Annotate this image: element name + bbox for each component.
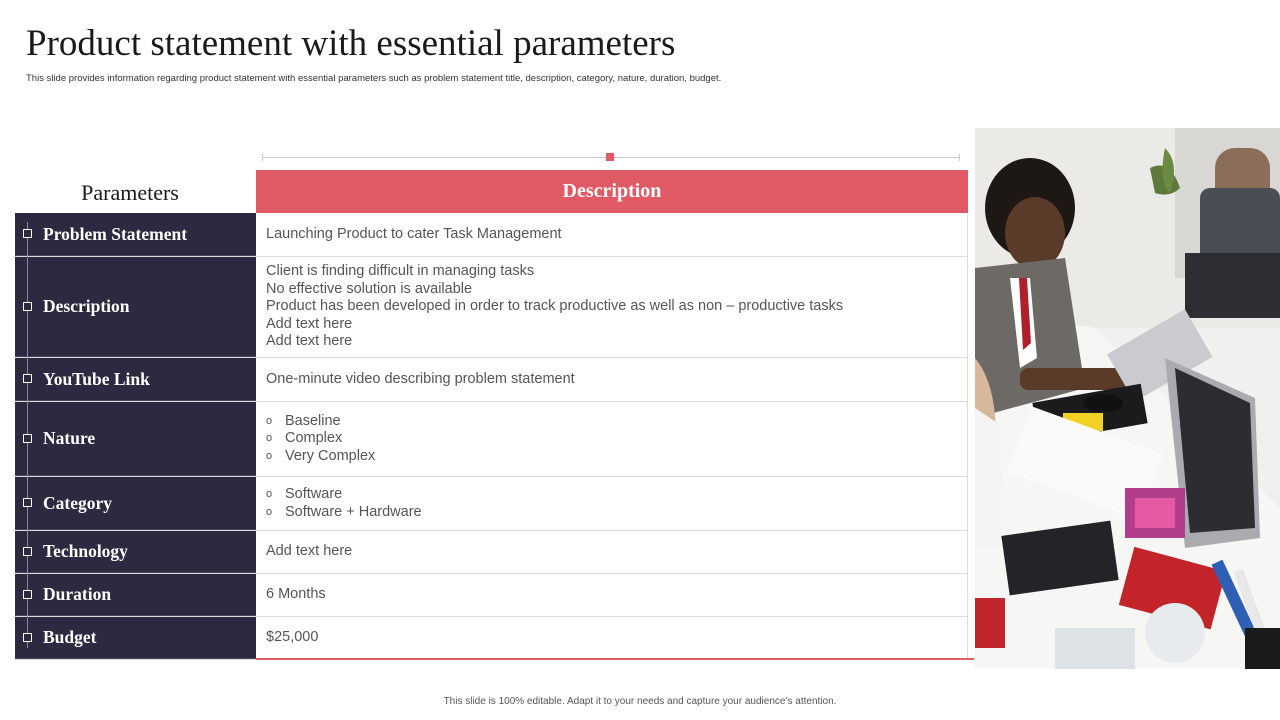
table-row-duration xyxy=(15,574,968,617)
description-line: Add text here xyxy=(266,315,353,332)
photo-illustration xyxy=(975,128,1280,669)
team-meeting-photo xyxy=(975,128,1280,669)
bullet-item xyxy=(266,504,967,522)
circle-bullet-icon: o xyxy=(266,449,273,462)
row-label-text: Category xyxy=(43,492,113,513)
parameters-table xyxy=(15,213,968,660)
row-label-text: Nature xyxy=(43,428,96,448)
row-label-text: Duration xyxy=(43,584,112,604)
bullet-text: Very Complex xyxy=(285,447,376,464)
row-description xyxy=(256,213,968,256)
row-description xyxy=(256,402,968,476)
row-description xyxy=(256,257,968,357)
table-row-nature xyxy=(15,402,968,477)
row-label-text: Technology xyxy=(43,541,128,561)
row-label-text: Budget xyxy=(43,627,97,647)
checkbox-square-icon xyxy=(23,547,32,556)
row-label-text: Problem Statement xyxy=(43,223,188,244)
parameters-column-header: Parameters xyxy=(81,180,179,205)
bullet-item xyxy=(266,430,967,448)
checkbox-square-icon xyxy=(23,434,32,443)
row-label-text: YouTube Link xyxy=(43,368,150,389)
row-label xyxy=(15,402,256,476)
line-tick-left xyxy=(262,154,263,161)
table-row-description xyxy=(15,257,968,358)
bullet-text: Software + Hardware xyxy=(285,503,422,520)
description-line: Product has been developed in order to track productive as well as non – productive tasks xyxy=(266,298,844,315)
checkbox-square-icon xyxy=(23,590,32,599)
slide-subtitle: This slide provides information regarding product statement with essential parameters such as problem statement title, description, category, nature, duration, budget. xyxy=(26,73,722,84)
checkbox-square-icon xyxy=(23,498,32,507)
bullet-item xyxy=(266,448,967,466)
slide-title: Product statement with essential parameters xyxy=(26,23,676,64)
table-row-category xyxy=(15,477,968,531)
table-row-youtube-link xyxy=(15,358,968,402)
row-label xyxy=(15,617,256,659)
checkbox-square-icon xyxy=(23,374,32,383)
bullet-text: Baseline xyxy=(285,412,341,429)
description-line: Client is finding difficult in managing tasks xyxy=(266,263,535,280)
bullet-item xyxy=(266,413,967,431)
line-tick-right xyxy=(959,154,960,161)
table-row-technology xyxy=(15,531,968,574)
checkbox-square-icon xyxy=(23,229,32,238)
row-label xyxy=(15,574,256,616)
checkbox-square-icon xyxy=(23,302,32,311)
description-line: Add text here xyxy=(266,543,353,560)
description-column-header: Description xyxy=(256,170,968,213)
circle-bullet-icon: o xyxy=(266,505,273,518)
row-label xyxy=(15,213,256,256)
description-line: No effective solution is available xyxy=(266,280,473,297)
table-bottom-accent-line xyxy=(256,658,974,660)
line-marker-square xyxy=(606,153,614,161)
description-line: One-minute video describing problem statement xyxy=(266,370,575,387)
description-line: Add text here xyxy=(266,333,353,350)
row-label-text: Description xyxy=(43,296,130,316)
checkbox-square-icon xyxy=(23,633,32,642)
row-description xyxy=(256,531,968,573)
description-line: Launching Product to cater Task Management xyxy=(266,225,562,242)
description-line: 6 Months xyxy=(266,586,326,603)
row-label xyxy=(15,257,256,357)
table-row-budget xyxy=(15,617,968,660)
decorative-top-line xyxy=(262,157,960,158)
table-row-problem-statement xyxy=(15,213,968,257)
description-line: $25,000 xyxy=(266,629,319,646)
circle-bullet-icon: o xyxy=(266,432,273,445)
row-label xyxy=(15,531,256,573)
slide-footer: This slide is 100% editable. Adapt it to your needs and capture your audience’s attention. xyxy=(443,696,837,707)
row-description xyxy=(256,574,968,616)
row-description xyxy=(256,617,968,659)
bullet-text: Complex xyxy=(285,430,343,447)
row-label xyxy=(15,477,256,530)
bullet-item xyxy=(266,486,967,504)
circle-bullet-icon: o xyxy=(266,414,273,427)
circle-bullet-icon: o xyxy=(266,488,273,500)
row-description xyxy=(256,477,968,530)
bullet-text: Software xyxy=(285,486,343,502)
row-description xyxy=(256,358,968,401)
row-label xyxy=(15,358,256,401)
